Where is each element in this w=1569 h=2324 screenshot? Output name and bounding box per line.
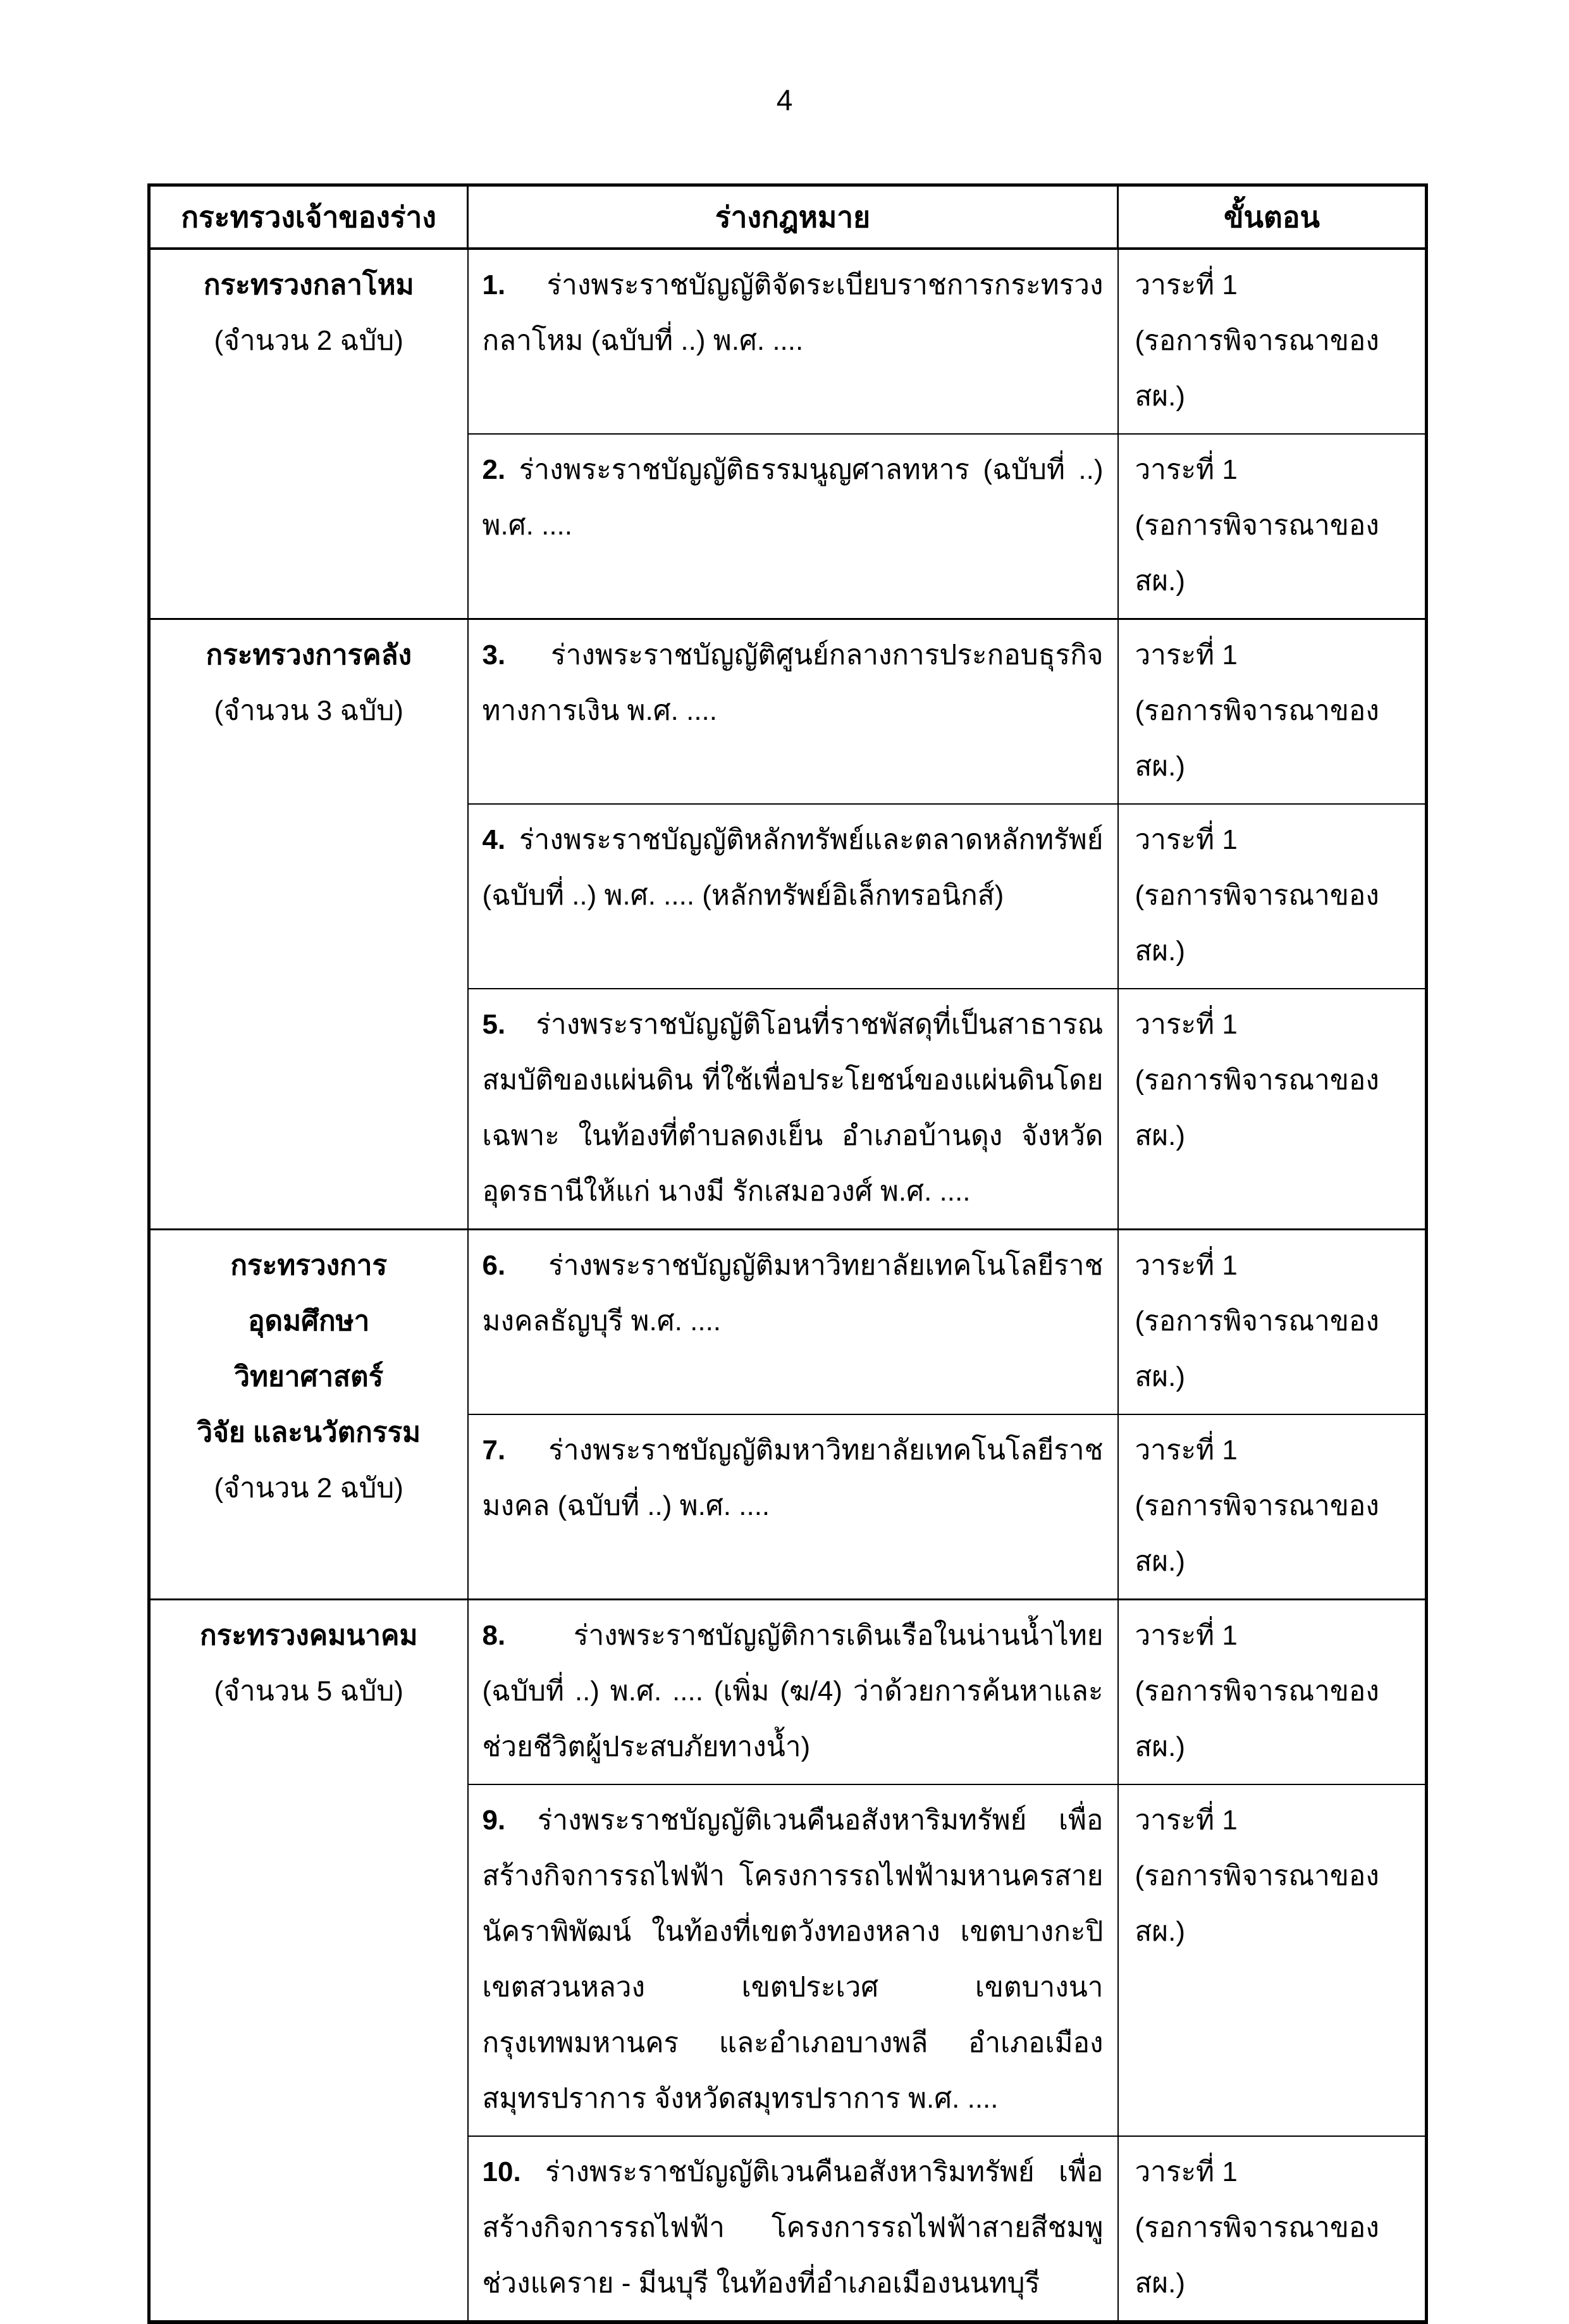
law-number: 5. [482,1009,506,1040]
law-cell [468,804,1118,989]
table-row [149,1600,1427,1785]
ministry-cell-finance [149,619,468,1230]
law-title: ร่างพระราชบัญญัติเวนคืนอสังหาริมทรัพย์ เพื่อสร้างกิจการรถไฟฟ้า โครงการรถไฟฟ้ามหานครสายนัคราพิพัฒน์ ในท้องที่เขตวังทองหลาง เขตบางกะปิ เขตสวนหลวง เขตประเวศ เขตบางนา กรุงเทพมหานคร และอำเภอบางพลี อำเภอเมืองสมุทรปราการ จังหวัดสมุทรปราการ พ.ศ. .... [482,1805,1104,2114]
law-number: 7. [482,1435,506,1466]
stage-cell [1118,1414,1427,1600]
ministry-name: กระทรวงคมนาคม [200,1620,418,1651]
stage-line: (รอการพิจารณาของ [1135,1306,1379,1337]
stage-line: วาระที่ 1 [1135,824,1238,855]
law-title: ร่างพระราชบัญญัติโอนที่ราชพัสดุที่เป็นสาธารณสมบัติของแผ่นดิน ที่ใช้เพื่อประโยชน์ของแผ่นดินโดยเฉพาะ ในท้องที่ตำบลดงเย็น อำเภอบ้านดุง จังหวัดอุดรธานีให้แก่ นางมี รักเสมอวงศ์ พ.ศ. .... [482,1009,1104,1207]
stage-line: วาระที่ 1 [1135,2156,1238,2187]
ministry-cell-higher-education [149,1230,468,1600]
ministry-name: กระทรวงการ [230,1250,388,1281]
law-cell [468,1600,1118,1785]
ministry-count: (จำนวน 5 ฉบับ) [214,1676,403,1707]
table-header-row [149,185,1427,249]
stage-line: (รอการพิจารณาของ [1135,510,1379,541]
ministry-cell-transport [149,1600,468,2323]
law-status-table [147,183,1428,2324]
ministry-name: วิทยาศาสตร์ [234,1361,384,1392]
header-stage: ขั้นตอน [1118,185,1427,249]
stage-line: วาระที่ 1 [1135,640,1238,671]
stage-line: (รอการพิจารณาของ [1135,2212,1379,2243]
stage-line: สผ.) [1135,1916,1186,1947]
law-number: 3. [482,640,506,671]
stage-line: (รอการพิจารณาของ [1135,325,1379,356]
stage-line: วาระที่ 1 [1135,1009,1238,1040]
law-number: 8. [482,1620,506,1651]
stage-cell [1118,2136,1427,2322]
law-title: ร่างพระราชบัญญัติมหาวิทยาลัยเทคโนโลยีราชมงคล (ฉบับที่ ..) พ.ศ. .... [482,1435,1104,1521]
header-law: ร่างกฎหมาย [468,185,1118,249]
table-row [149,619,1427,805]
ministry-name: กระทรวงการคลัง [206,640,412,671]
stage-line: วาระที่ 1 [1135,1250,1238,1281]
ministry-count: (จำนวน 2 ฉบับ) [214,325,403,356]
stage-line: สผ.) [1135,1731,1186,1762]
law-title: ร่างพระราชบัญญัติธรรมนูญศาลทหาร (ฉบับที่ ..) พ.ศ. .... [482,454,1104,541]
ministry-name: กระทรวงกลาโหม [203,269,414,300]
stage-line: วาระที่ 1 [1135,1805,1238,1836]
stage-line: วาระที่ 1 [1135,1435,1238,1466]
law-number: 4. [482,824,506,855]
stage-line: วาระที่ 1 [1135,1620,1238,1651]
law-cell [468,1414,1118,1600]
stage-line: (รอการพิจารณาของ [1135,695,1379,726]
stage-line: สผ.) [1135,381,1186,412]
stage-line: สผ.) [1135,2268,1186,2299]
ministry-count: (จำนวน 3 ฉบับ) [214,695,403,726]
law-title: ร่างพระราชบัญญัติมหาวิทยาลัยเทคโนโลยีราชมงคลธัญบุรี พ.ศ. .... [482,1250,1104,1337]
stage-line: (รอการพิจารณาของ [1135,1065,1379,1096]
law-cell [468,434,1118,619]
stage-cell [1118,989,1427,1230]
law-title: ร่างพระราชบัญญัติการเดินเรือในน่านน้ำไทย (ฉบับที่ ..) พ.ศ. .... (เพิ่ม (ฆ/4) ว่าด้วยการค้นหาและช่วยชีวิตผู้ประสบภัยทางน้ำ) [482,1620,1104,1762]
law-cell [468,249,1118,434]
stage-line: วาระที่ 1 [1135,454,1238,485]
law-number: 2. [482,454,506,485]
ministry-name: อุดมศึกษา [248,1306,370,1337]
law-cell [468,1230,1118,1415]
ministry-cell-defence [149,249,468,619]
ministry-name: วิจัย และนวัตกรรม [197,1417,421,1448]
law-cell [468,1784,1118,2136]
stage-line: วาระที่ 1 [1135,269,1238,300]
law-number: 6. [482,1250,506,1281]
stage-cell [1118,249,1427,434]
law-title: ร่างพระราชบัญญัติหลักทรัพย์และตลาดหลักทรัพย์ (ฉบับที่ ..) พ.ศ. .... (หลักทรัพย์อิเล็กทรอนิกส์) [482,824,1104,911]
stage-line: สผ.) [1135,751,1186,782]
stage-cell [1118,804,1427,989]
stage-line: (รอการพิจารณาของ [1135,1490,1379,1521]
stage-line: (รอการพิจารณาของ [1135,1860,1379,1891]
law-cell [468,989,1118,1230]
header-ministry: กระทรวงเจ้าของร่าง [149,185,468,249]
law-title: ร่างพระราชบัญญัติจัดระเบียบราชการกระทรวงกลาโหม (ฉบับที่ ..) พ.ศ. .... [482,269,1104,356]
stage-cell [1118,1600,1427,1785]
law-title: ร่างพระราชบัญญัติศูนย์กลางการประกอบธุรกิจทางการเงิน พ.ศ. .... [482,640,1104,726]
stage-line: สผ.) [1135,1361,1186,1392]
stage-cell [1118,434,1427,619]
table-row [149,249,1427,434]
stage-line: (รอการพิจารณาของ [1135,880,1379,911]
stage-cell [1118,619,1427,805]
law-number: 1. [482,269,506,300]
law-number: 10. [482,2156,521,2187]
page-number: 4 [776,83,793,116]
document-page [0,81,1569,2300]
law-cell [468,2136,1118,2322]
stage-line: สผ.) [1135,1120,1186,1151]
table-row [149,1230,1427,1415]
stage-line: สผ.) [1135,1546,1186,1577]
law-title: ร่างพระราชบัญญัติเวนคืนอสังหาริมทรัพย์ เพื่อสร้างกิจการรถไฟฟ้า โครงการรถไฟฟ้าสายสีชมพู ช่วงแคราย - มีนบุรี ในท้องที่อำเภอเมืองนนทบุรี [482,2156,1104,2299]
law-cell [468,619,1118,805]
stage-line: (รอการพิจารณาของ [1135,1676,1379,1707]
stage-cell [1118,1230,1427,1415]
stage-line: สผ.) [1135,566,1186,596]
law-number: 9. [482,1805,506,1836]
stage-line: สผ.) [1135,936,1186,967]
stage-cell [1118,1784,1427,2136]
ministry-count: (จำนวน 2 ฉบับ) [214,1473,403,1504]
